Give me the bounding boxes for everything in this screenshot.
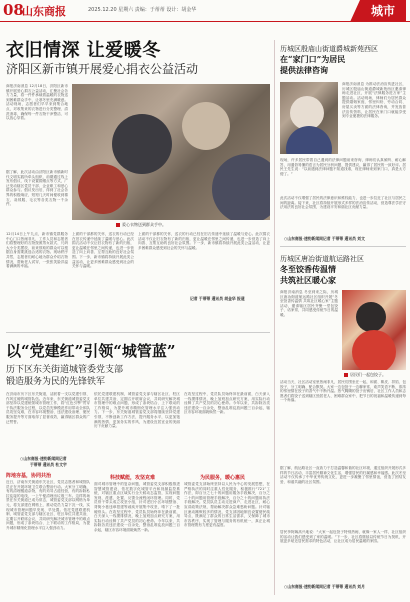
story2-section3-text: 城管委党支部始终坚持以人民为中心的发展思想，在严格执法的同时注重人性化服务，积极推行“721”工作法，即百分之七十的问题用服务手段解决，百分之二十的问题用管理手段解决，百分之十的问题用执法手段解决。党员队员主动走进商户、走进社区，耐心宣讲政策法规，帮助解决群众急难愁盼问题。针对辖区流动摊贩较多的情况，党支部因地制宜设置便民疏导点，既满足了群众的日常生活需求，又保障了城市市容秩序，实现了管理与服务的有机统一，真正让城市管理既有力度更有温度。 xyxy=(184,482,270,528)
story3-photo xyxy=(280,82,338,154)
story4-title-line2: 共筑社区暖心家 xyxy=(280,275,336,285)
column-divider xyxy=(274,40,275,595)
story2-subtitle-line1: 历下区东关街道城管委党支部 xyxy=(6,365,124,375)
story4-title-small: 历城区唐冶街道航运路社区 xyxy=(280,255,364,263)
story3-text-a: 商报济南消息 为推动法治宣传进社区，历城区殷庙山街道爵城新苑西区邀请律师走进社区，开展“法律服务进万家”主题活动。活动现场，律师们为居民群众提供婚姻家庭、邻里纠纷、劳动合同、房屋买卖等方面的法律咨询，并发放普法宣传资料，让居民在家门口就能享受到专业便捷的法律服务。 xyxy=(342,82,406,119)
story1-col3: 12月14日上午九点，新市镇党群服务中心门口热闹非凡，工作人员和志愿者们将整理好的衣物按照男女款式、尺码大小分类摆放，前来领取的群众可以根据自身需要挑选合适的衣物。现场秩序井然，志愿者们耐心地为群众介绍衣物情况，帮助老人试穿，一张张笑脸洋溢着满满的幸福。 xyxy=(6,232,68,269)
caption-marker xyxy=(116,223,120,227)
story4-photo-caption: 居民们一起包饺子。 xyxy=(344,372,386,378)
story4-text-b: 活动当天，社区活动室里热闹非凡，居民们围坐在一起，和面、擀皮、拌馅、包饺子，分工明确、配合默契。大家一边包饺子一边聊家常，欢声笑语不断，浓浓的邻里情在饺子的香气中不断升温。热气腾腾的饺子出锅后，社区工作人员和志愿者们将饺子送到辖区独居老人、困难群众家中，把节日的祝福和温暖传递到每一个角落。 xyxy=(280,380,406,403)
story4-text-d: 居民李阿姨高兴地说：“大家一起包饺子特别热闹，就像一家人一样，社区组织的活动让我们感受到了家的温暖。”下一步，社区将继续以传统节日为契机，开展更多贴近居民需求的特色活动，让社区成为居民温暖的家园。 xyxy=(280,530,406,544)
story2-section2-heading: 科技赋能，攻坚克难 xyxy=(110,475,156,481)
photo-figure xyxy=(356,302,386,332)
caption-marker xyxy=(344,373,348,377)
story2-intro: 在济南市历下区东关街道，活跃着一支以党建引领、作风过硬的城管队伍。近年来，东关街道城管委党支部坚持以党建统领城市管理工作，将“红色引擎”贯穿于执法服务全过程，以党员先锋模范作用带动全体队员攻坚克难，在市容环境整治、违法建设治理、便民服务提升等方面取得了显著成效，赢得辖区群众的广泛赞誉。 xyxy=(6,392,90,424)
story2-col2: 依托党建联建机制，城管委党支部与辖区社区、驻区单位共建共治，定期召开联席会议，共同研究解决城市管理中的难点问题，形成了条块结合、上下联动的工作格局，为提升城市精细化管理水平注入强劲动力。下一步，东关街道城管委党支部将继续坚持党建引领，不断创新工作方法，提升服务水平，以更加饱满的热情、更加务实的作风，为建设宜居宜业的美丽历下贡献力量。 xyxy=(94,392,180,429)
photo-figure xyxy=(290,96,324,130)
story1-title: 衣旧情深 让爱暖冬 xyxy=(6,40,161,61)
photo-figure xyxy=(212,154,270,220)
story4-text-a: 商报济南消息 冬至到来之际，历城区唐冶街道航运路社区组织开展“冬至饺香传温情 共筑社区暖心家”主题活动，邀请辖区居民齐聚一堂包饺子、话家常，共同感受传统节日的温暖。 xyxy=(280,290,338,317)
story2-section1-text: 近日，济南东关街道东关社区，党员志愿者和城管队员正在开展环境卫生联合整治行动。大家分工明确，有的清理楼道杂物，有的劝导占道经营，有的拆除私拉乱接的电线，一上午便清理出垃圾三车。这样的场景在东关街道已成为常态，城管委党支部以网格为单元，将支部建在网格上，推动党员力量下沉一线，实现城市管理问题早发现、早处置。依托党建联建机制，城管委党支部与辖区社区、驻区单位共建共治，定期召开联席会议，共同研究解决城市管理中的难点问题，形成了条块结合、上下联动的工作格局，为提升城市精细化管理水平注入强劲动力。 xyxy=(6,480,90,530)
page-number: 08 xyxy=(3,1,24,19)
story1-photo xyxy=(72,84,270,220)
story2-col3: 在攻坚过程中，党员队员始终冲在最前面，白天深入一线摸排情况，晚上加班加点研究方案，用实际行动诠释了共产党员的初心使命。今年以来，共拆除各类违法建设一百余处，整治乱堆乱放问题三百余起，辖区市容环境面貌焕然一新。 xyxy=(184,392,270,415)
story3-text-b: 现场，许多居民带着自己遇到的法律问题前来咨询，律师们认真倾听、耐心解答，用通俗易懂的语言为居民分析问题、提供建议，赢得了居民的一致好评。居民王先生说：“以前遇到法律问题不知道找谁，现在律师来到家门口，真是太方便了。” xyxy=(280,158,406,176)
photo-figure xyxy=(78,164,128,214)
story3-title-line2: 提供法律咨询 xyxy=(280,65,328,75)
photo-figure xyxy=(182,102,230,150)
story2-section2-text: 面对城市管理中的复杂问题，城管委党支部积极推进智慧城管建设，依托数字化城管平台和视频监控系统，对辖区重点区域实行全天候动态监管，实现问题发现、派遣、处置、反馈全流程闭环管理。同时，党员骨干带头成立攻坚小组，针对老旧小区环境整治、背街小巷违章搭建等顽疾开展集中攻坚，啃下了一批硬骨头。在攻坚过程中，党员队员始终冲在最前面，白天深入一线摸排情况，晚上加班加点研究方案，用实际行动诠释了共产党员的初心使命。今年以来，共拆除各类违法建设一百余处，整治乱堆乱放问题三百余起，辖区市容环境面貌焕然一新。 xyxy=(94,482,180,532)
story2-section1-heading: 阵地夯基，协同共治 xyxy=(6,473,52,479)
story4-photo xyxy=(342,290,406,370)
photo-figure xyxy=(352,330,396,370)
story1-col2: 据了解，此次活动由济阳区新市镇新时代文明实践所牵头组织，前期通过线上发布倡议、线下设置捐赠点等方式，广泛发动辖区党员干部、企业职工和爱心群众参与。倡议发出后，得到了社会各界的积极响应，短短几天时间便收到棉衣、羽绒服、毛衣等各类衣物一千余件。 xyxy=(6,170,68,207)
section-tag: 城市 xyxy=(360,0,406,22)
story2-title: 以“党建红”引领“城管蓝” xyxy=(6,342,176,360)
story2-credit-line1: ○山东商报·速豹新闻网记者 xyxy=(20,456,67,461)
story1-col5: 上面的干部都的关怀，送衣的行动已经在旧衣传递中延续了温暖与爱心。此次捐衣活动不仅让旧衣物有了新的归宿，更让温暖在邻里之间传递，也进一步营造了向上向善、互帮互助的良好社会氛围。下一步，新市镇将持续开展此类公益活动，让更多困难群众感受到社会的关怀与温暖。 xyxy=(138,232,270,250)
story4-text-c: 据了解，航运路社区一直致力于打造温馨和谐的社区环境，通过组织开展形式多样的节日活动，丰富居民精神文化生活，增强居民的归属感和幸福感。此次冬至活动不仅传承了中华优秀传统文化，更进一步凝聚了邻里情谊，营造了团结友爱、和谐共融的社区氛围。 xyxy=(280,466,406,484)
story-separator xyxy=(280,246,406,247)
photo-figure xyxy=(286,126,332,154)
story3-title-small: 历城区殷庙山街道爵城新苑西区 xyxy=(280,45,378,53)
story1-col1: 商报济南消息 12月18日，济阳区新市镇开展爱心捐衣公益活动，汇聚社会各方力量，将一件件承载着温暖的衣物送到困难群众手中，让寒冬里充满暖意。活动现场，志愿者们早早来到集合地点，对收集来的衣物进行分类整理、清洗消毒，确保每一件衣物干净整洁、可以放心穿着。 xyxy=(6,84,68,121)
story1-photo-caption: 爱心衣物送到群众手中。 xyxy=(116,222,166,228)
story3-text-c: 此次活动不仅增强了居民的法律意识和维权能力，也进一步拉近了社区与居民之间的距离。接下来，社区将持续开展形式多样的法治宣传活动，营造尊法学法守法用法的良好社会氛围，为建设平安和谐社区贡献力量。 xyxy=(280,196,406,210)
story1-subtitle: 济阳区新市镇开展爱心捐衣公益活动 xyxy=(6,62,199,76)
story1-col4: 上面的干部都的关怀，送衣的行动已经在旧衣传递中延续了温暖与爱心。此次捐衣活动不仅让旧衣物有了新的归宿，更让温暖在邻里之间传递，也进一步营造了向上向善、互帮互助的良好社会氛围。下一步，新市镇将持续开展此类公益活动，让更多困难群众感受到社会的关怀与温暖。 xyxy=(72,232,134,269)
story2-credit-line2: 于蒂蒂 通讯员 杜文宇 xyxy=(30,462,67,467)
story3-credit: ○山东商报·速豹新闻网记者 于蒂蒂 通讯员 刘文 xyxy=(284,236,365,241)
issue-meta: 2025.12.20 星期六 责编：于蒂蒂 设计：胡金华 xyxy=(88,7,197,13)
story4-credit: ○山东商报·速豹新闻网记者 于蒂蒂 通讯员 刘月 xyxy=(284,584,365,589)
story1-credit: 记者 于蒂蒂 通讯员 胡金华 报道 xyxy=(190,296,245,301)
story3-title-line1: 在“家门口”为居民 xyxy=(280,54,346,64)
photo-figure xyxy=(112,114,172,174)
story-separator xyxy=(6,332,270,333)
story2-subtitle-line2: 锻造服务为民的先锋铁军 xyxy=(6,377,106,387)
newspaper-name: 山东商报 xyxy=(22,5,66,18)
masthead xyxy=(0,0,410,22)
story2-section3-heading: 为民服务，暖心惠民 xyxy=(200,475,246,481)
story4-title-line1: 冬至饺香传温情 xyxy=(280,264,336,274)
